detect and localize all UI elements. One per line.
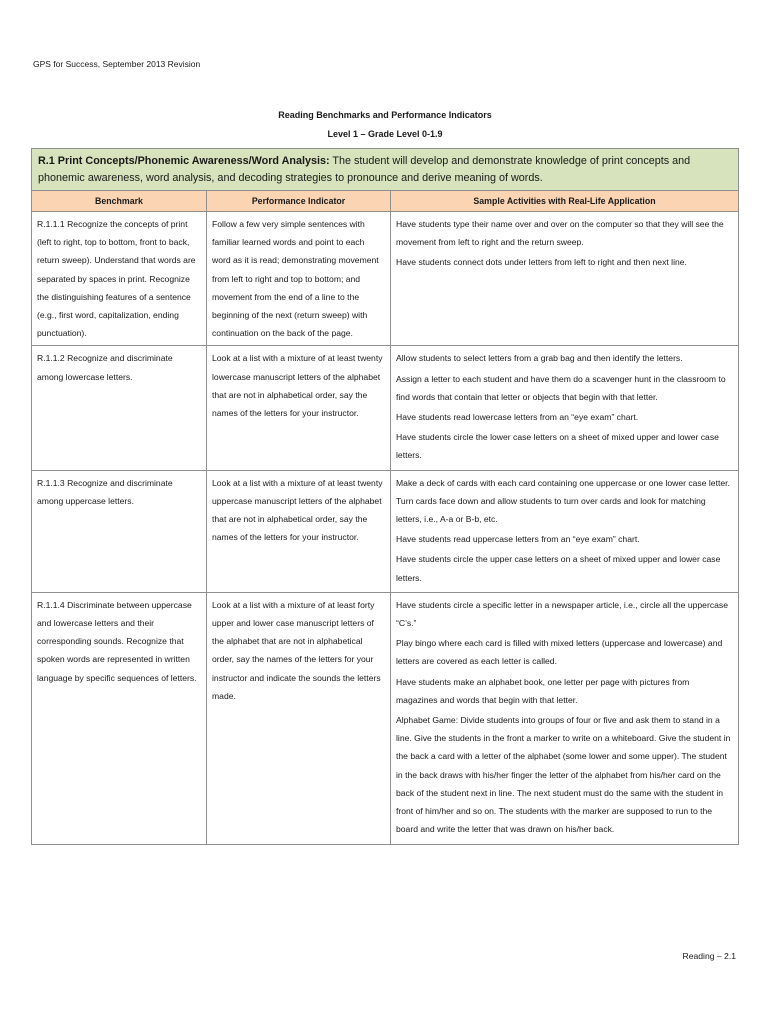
table-row [32,212,739,346]
activities-cell [391,212,739,346]
benchmark-cell: R.1.1.1 Recognize the concepts of print (left to right, top to bottom, front to back, return sweep). Understand that words are separated by spaces in print. Recognize the distinguishing features of a sentence (e.g., first word, capitalization, ending punctuation). [32,212,207,346]
activity-item: Have students circle the lower case letters on a sheet of mixed upper and lower case letters. [396,432,719,461]
benchmarks-table [31,148,739,845]
indicator-cell: Look at a list with a mixture of at least forty upper and lower case manuscript letters of the alphabet that are not in alphabetical order, say the names of the letters for your instructor and indicate the sounds the letters made. [207,592,391,844]
table-row [32,346,739,470]
column-header-activities: Sample Activities with Real-Life Application [391,191,739,212]
benchmark-cell: R.1.1.2 Recognize and discriminate among lowercase letters. [32,346,207,470]
activity-item: Have students read uppercase letters from an “eye exam” chart. [396,534,640,545]
indicator-cell: Follow a few very simple sentences with familiar learned words and point to each word as it is read; demonstrating movement from left to right and top to bottom; and movement from the end of a line to the beginning of the next (return sweep) with continuation on the back of the page. [207,212,391,346]
indicator-cell: Look at a list with a mixture of at least twenty lowercase manuscript letters of the alphabet that are not in alphabetical order, say the names of the letters for your instructor. [207,346,391,470]
standard-text: The student will develop and demonstrate knowledge of print concepts and phonemic awareness, word analysis, and decoding strategies to pronounce and derive meaning of words. [38,155,691,184]
activity-item: Have students circle a specific letter in a newspaper article, i.e., circle all the uppercase “C’s.” [396,599,728,629]
standard-banner [32,149,739,191]
activities-cell [391,346,739,470]
activity-item: Allow students to select letters from a grab bag and then identify the letters. [396,353,683,364]
activity-item: Alphabet Game: Divide students into groups of four or five and ask them to stand in a line. Give the students in the front a marker to write on a whiteboard. Give the student in the back a card with a letter of the alphabet (some lower and some upper). The student in the back draws with his/her finger the letter of the alphabet from his/her card on the back of the student next in line. The next student must do the same with the student in front of him/her and so on. The students with the marker are supposed to run to the board and write the letter that was drawn on his/her back. [396,715,731,835]
activities-cell [391,470,739,592]
page-footer: Reading – 2.1 [682,951,736,961]
column-header-indicator: Performance Indicator [207,191,391,212]
column-header-row [32,191,739,212]
activity-item: Have students connect dots under letters from left to right and then next line. [396,257,687,268]
table-row [32,470,739,592]
activity-item: Assign a letter to each student and have them do a scavenger hunt in the classroom to find words that contain that letter or objects that begin with that letter. [396,373,726,402]
activity-item: Make a deck of cards with each card containing one uppercase or one lower case letter. Turn cards face down and allow students to turn over cards and look for matching letters, i.e., A-a or B-b, etc. [396,477,730,525]
activities-cell [391,592,739,844]
benchmark-cell: R.1.1.4 Discriminate between uppercase and lowercase letters and their corresponding sounds. Recognize that spoken words are represented in written language by specific sequences of letters. [32,592,207,844]
activity-item: Have students type their name over and over on the computer so that they will see the movement from left to right and the return sweep. [396,219,724,248]
benchmark-cell: R.1.1.3 Recognize and discriminate among uppercase letters. [32,470,207,592]
activity-item: Play bingo where each card is filled with mixed letters (uppercase and lowercase) and letters are covered as each letter is called. [396,638,723,667]
indicator-cell: Look at a list with a mixture of at least twenty uppercase manuscript letters of the alphabet that are not in alphabetical order, say the names of the letters for your instructor. [207,470,391,592]
activity-item: Have students circle the upper case letters on a sheet of mixed upper and lower case letters. [396,554,721,583]
revision-header: GPS for Success, September 2013 Revision [33,59,201,69]
activity-item: Have students make an alphabet book, one letter per page with pictures from magazines and words that begin with that letter. [396,676,690,705]
column-header-benchmark: Benchmark [32,191,207,212]
activity-item: Have students read lowercase letters from an “eye exam” chart. [396,412,639,423]
standard-code: R.1 Print Concepts/Phonemic Awareness/Word Analysis: [38,155,330,167]
document-title [0,106,770,144]
title-line-2: Level 1 – Grade Level 0-1.9 [327,129,443,139]
table-row [32,592,739,844]
title-line-1: Reading Benchmarks and Performance Indicators [278,110,492,120]
